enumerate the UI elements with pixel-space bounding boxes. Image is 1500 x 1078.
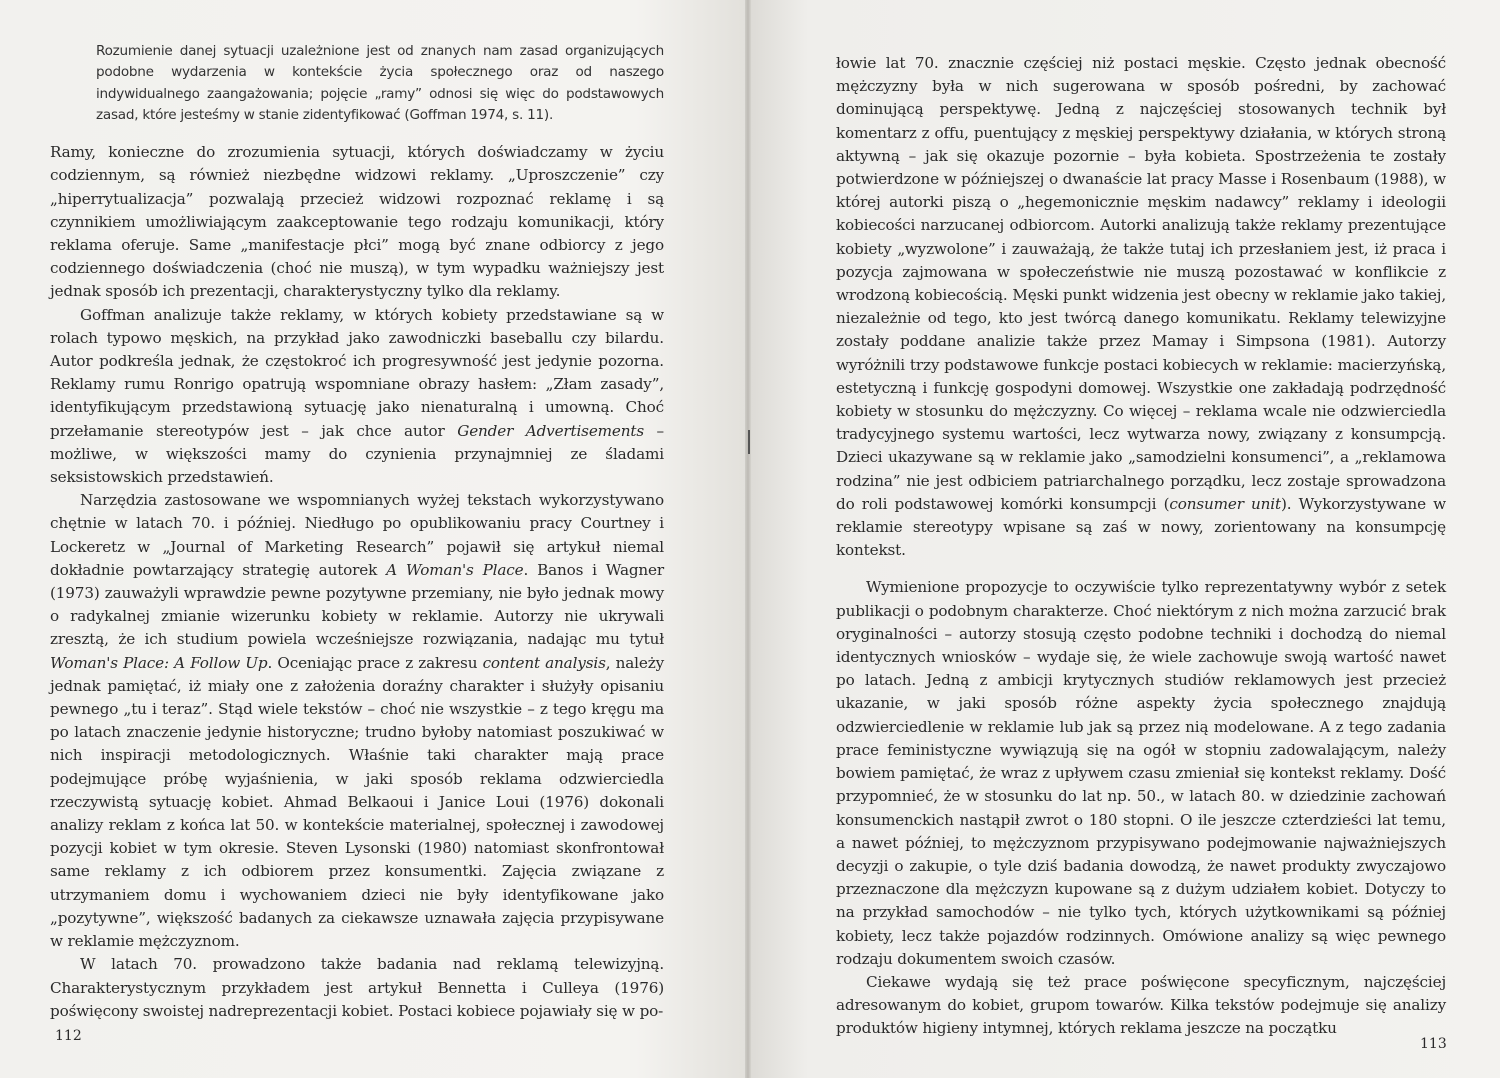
paragraph: Ramy, konieczne do zrozumienia sytuacji, których doświadczamy w życiu codziennym, są również niezbędne widzowi reklamy. „Uproszczenie” czy „hiperrytualizacja” pozwalają przecież widzowi rozpoznać reklamę i są czynnikiem umożliwiającym zaakceptowanie tego rodzaju komunikacji, który reklama oferuje. Same „manifestacje płci” mogą być znane odbiorcy z jego codziennego doświadczenia (choć nie muszą), w tym wypadku ważniejszy jest jednak sposób ich prezentacji, charakterystyczny tylko dla reklamy. xyxy=(50,143,664,301)
italic-term: content analysis xyxy=(482,653,606,672)
italic-title: Woman's Place: A Follow Up xyxy=(50,653,268,672)
left-page xyxy=(0,0,748,1078)
italic-term: consumer unit xyxy=(1169,494,1281,513)
paragraph-text: – możliwe, w większości mamy do czynienia przynajmniej ze śladami seksistowskich przedstawień. xyxy=(50,421,664,487)
paragraph: Wymienione propozycje to oczywiście tylko reprezentatywny wybór z setek publikacji o podobnym charakterze. Choć niektórym z nich można zarzucić brak oryginalności – autorzy stosują często podobne techniki i dochodzą do niemal identycznych wniosków – wydaje się, że wiele zachowuje swoją wartość nawet po latach. Jedną z ambicji krytycznych studiów reklamowych jest przecież ukazanie, w jaki sposób różne aspekty życia społecznego znajdują odzwierciedlenie w reklamie lub jak są przez nią modelowane. A z tego zadania prace feministyczne wywiązują się na ogół w stopniu zadowalającym, należy bowiem pamiętać, że wraz z upływem czasu zmieniał się kontekst reklamy. Dość przypomnieć, że w stosunku do lat np. 50., w latach 80. w dziedzinie zachowań konsumenckich nastąpił zwrot o 180 stopni. O ile jeszcze czterdzieści lat temu, a nawet później, to mężczyznom przypisywano podejmowanie najważniejszych decyzji o zakupie, o tyle dziś badania dowodzą, że nawet produkty zwyczajowo przeznaczone dla mężczyzn kupowane są z dużym udziałem kobiet. Dotyczy to na przykład samochodów – nie tylko tych, których użytkownikami są później kobiety, lecz także pojazdów rodzinnych. Omówione analizy są więc pewnego rodzaju dokumentem swoich czasów. xyxy=(836,578,1446,968)
paragraph: W latach 70. prowadzono także badania nad reklamą telewizyjną. Charakterystycznym przykładem jest artykuł Bennetta i Culleya (1976) poświęcony swoistej nadreprezentacji kobiet. Postaci kobiece pojawiały się w po- xyxy=(50,955,664,1020)
page-number: 113 xyxy=(1420,1036,1447,1052)
book-gutter xyxy=(745,0,751,1078)
italic-title: A Woman's Place xyxy=(386,560,524,579)
paragraph xyxy=(50,304,664,490)
block-quote: Rozumienie danej sytuacji uzależnione jest od znanych nam zasad organizujących podobne wydarzenia w kontekście życia społecznego oraz od naszego indywidualnego zaangażowania; pojęcie „ramy” odnosi się więc do podstawowych zasad, które jesteśmy w stanie zidentyfikować (Goffman 1974, s. 11). xyxy=(96,43,664,123)
paragraph: Ciekawe wydają się też prace poświęcone specyficznym, najczęściej adresowanym do kobiet, grupom towarów. Kilka tekstów podejmuje się analizy produktów higieny intymnej, których reklama jeszcze na początku xyxy=(836,972,1446,1038)
paragraph-text: . Oceniając prace z zakresu xyxy=(267,653,483,672)
paragraph-text: , należy jednak pamiętać, iż miały one z założenia doraźny charakter i służyły opisaniu pewnego „tu i teraz”. Stąd wiele tekstów – choć nie wszystkie – z tego kręgu ma po latach znaczenie jedynie historyczne; trudno byłoby natomiast poszukiwać w nich inspiracji metodologicznych. Właśnie taki charakter mają prace podejmujące próbę wyjaśnienia, w jaki sposób reklama odzwierciedla rzeczywistą sytuację kobiet. Ahmad Belkaoui i Janice Loui (1976) dokonali analizy reklam z końca lat 50. w kontekście materialnej, społecznej i zawodowej pozycji kobiet w tym okresie. Steven Lysonski (1980) natomiast skonfrontował same reklamy z ich odbiorem przez konsumentki. Zajęcia związane z utrzymaniem domu i wychowaniem dzieci nie były identyfikowane jako „pozytywne”, większość badanych za ciekawsze uznawała zajęcia przypisywane w reklamie mężczyznom. xyxy=(50,653,665,951)
right-text-column xyxy=(836,52,1446,1041)
paragraph-text: łowie lat 70. znacznie częściej niż postaci męskie. Często jednak obecność mężczyzny była w nich sugerowana w sposób pośredni, by zachować dominującą perspektywę. Jedną z najczęściej stosowanych technik był komentarz z offu, puentujący z męskiej perspektywy działania, w których stroną aktywną – jak się okazuje pozornie – była kobieta. Spostrzeżenia te zostały potwierdzone w późniejszej o dwanaście lat pracy Masse i Rosenbaum (1988), w której autorki piszą o „hegemonicznie męskim nadawcy” reklamy i ideologii kobiecości narzucanej odbiorcom. Autorki analizują także reklamy prezentujące kobiety „wyzwolone” i zauważają, że także tutaj ich przesłaniem jest, iż praca i pozycja zajmowana w społeczeństwie nie muszą pozostawać w konflikcie z wrodzoną kobiecością. Męski punkt widzenia jest obecny w reklamie jako takiej, niezależnie od tego, kto jest twórcą danego komunikatu. Reklamy telewizyjne zostały poddane analizie także przez Mamay i Simpsona (1981). Autorzy wyróżnili trzy podstawowe funkcje postaci kobiecych w reklamie: macierzyńską, estetyczną i funkcję gospodyni domowej. Wszystkie one zakładają podrzędność kobiety w stosunku do mężczyzny. Co więcej – reklama wcale nie odzwierciedla tradycyjnego systemu wartości, lecz wytwarza nowy, związany z konsumpcją. Dzieci ukazywane są w reklamie jako „samodzielni konsumenci”, a „reklamowa rodzina” nie jest odbiciem patriarchalnego porządku, lecz zostaje sprowadzona do roli podstawowej komórki konsumpcji ( xyxy=(836,54,1446,513)
paragraph-text: . Banos i Wagner (1973) zauważyli wprawdzie pewne pozytywne przemiany, nie było jednak mowy o radykalnej zmianie wizerunku kobiety w reklamie. Autorzy nie ukrywali zresztą, że ich studium powiela wcześniejsze rozwiązania, nadając mu tytuł xyxy=(50,560,664,649)
paragraph-text: Narzędzia zastosowane we wspomnianych wyżej tekstach wykorzystywano chętnie w latach 70. i później. Niedługo po opublikowaniu pracy Courtney i Lockeretz w „Journal of Marketing Research” pojawił się artykuł niemal dokładnie powtarzający strategię autorek xyxy=(50,491,664,579)
italic-title: Gender Advertisements xyxy=(457,421,644,440)
right-page xyxy=(748,0,1500,1078)
paragraph xyxy=(50,489,664,953)
page-number: 112 xyxy=(55,1028,82,1044)
paragraph-text: Goffman analizuje także reklamy, w których kobiety przedstawiane są w rolach typowo męskich, na przykład jako zawodniczki baseballu czy bilardu. Autor podkreśla jednak, że częstokroć ich progresywność jest jedynie pozorna. Reklamy rumu Ronrigo opatrują wspomniane obrazy hasłem: „Złam zasady”, identyfikującym przedstawioną sytuację jako nienaturalną i umowną. Choć przełamanie stereotypów jest – jak chce autor xyxy=(50,305,664,440)
left-text-column xyxy=(50,41,664,1023)
paragraph xyxy=(836,52,1446,562)
paragraph-text: ). Wykorzystywane w reklamie stereotypy wpisane są zaś w nowy, zorientowany na konsumpcję kontekst. xyxy=(836,494,1446,560)
gutter-mark xyxy=(748,430,750,454)
